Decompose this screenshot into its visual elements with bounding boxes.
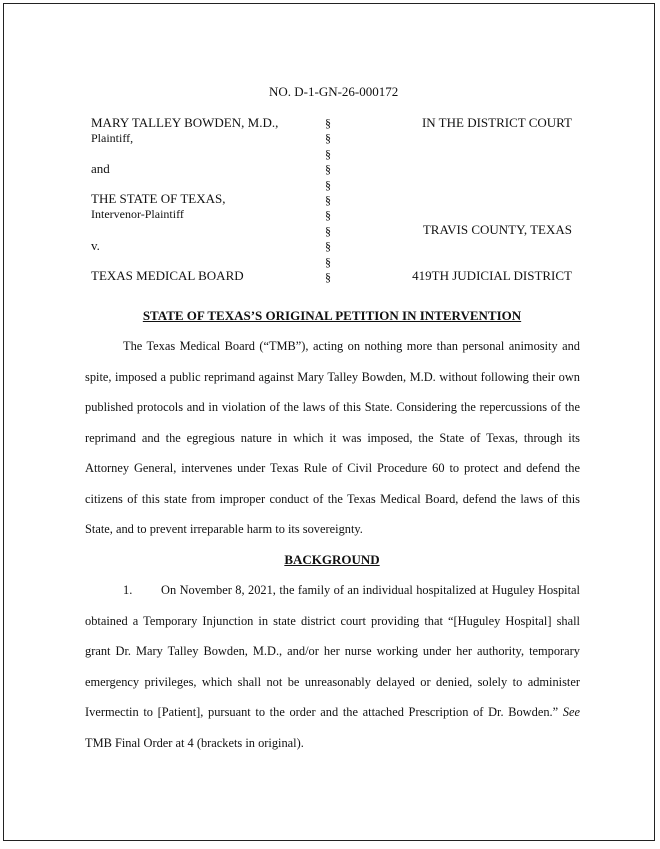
intervenor-role: Intervenor-Plaintiff	[91, 207, 184, 221]
section-symbol: §	[325, 162, 331, 177]
paragraph-1-text: On November 8, 2021, the family of an individual hospitalized at Huguley Hospital obtained a Temporary Injunction in state district court providing that “[Huguley Hospital] shall grant Dr. Mary Talley Bowden, M.D., and/or her nurse working under her authority, temporary emergency privileges, which shall not be unreasonably delayed or denied, solely to administer Ivermectin to [Patient], pursuant to the order and the attached Prescription of Dr. Bowden.”	[85, 583, 580, 719]
section-symbol: §	[325, 208, 331, 223]
document-page	[3, 3, 655, 841]
paragraph-1	[85, 575, 580, 758]
section-symbol: §	[325, 239, 331, 254]
versus-label: v.	[91, 238, 100, 253]
document-title: STATE OF TEXAS’S ORIGINAL PETITION IN INTERVENTION	[142, 308, 522, 323]
section-symbol: §	[325, 146, 331, 161]
defendant-name: TEXAS MEDICAL BOARD	[91, 268, 244, 283]
section-symbol: §	[325, 177, 331, 192]
intervenor-name: THE STATE OF TEXAS,	[91, 191, 226, 206]
paragraph-1-citation: TMB Final Order at 4 (brackets in original).	[85, 735, 304, 750]
section-symbol: §	[325, 254, 331, 269]
paragraph-number: 1.	[123, 583, 133, 597]
section-symbol: §	[325, 270, 331, 285]
section-symbol: §	[325, 223, 331, 238]
district-label: 419TH JUDICIAL DISTRICT	[412, 268, 572, 283]
section-symbols	[325, 116, 339, 285]
plaintiff-name: MARY TALLEY BOWDEN, M.D.,	[91, 115, 279, 130]
section-symbol: §	[325, 131, 331, 146]
and-label: and	[91, 161, 110, 176]
see-signal: See	[562, 705, 580, 719]
section-symbol: §	[325, 193, 331, 208]
plaintiff-role: Plaintiff,	[91, 131, 134, 145]
court-label: IN THE DISTRICT COURT	[421, 115, 572, 130]
background-heading: BACKGROUND	[284, 552, 380, 567]
section-symbol: §	[325, 116, 331, 130]
intro-paragraph: The Texas Medical Board (“TMB”), acting on nothing more than personal animosity and spite, imposed a public reprimand against Mary Talley Bowden, M.D. without following their own published protocols and in violation of the laws of this State. Considering the repercussions of the reprimand and the egregious nature in which it was imposed, the State of Texas, through its Attorney General, intervenes under Texas Rule of Civil Procedure 60 to protect and defend the citizens of this state from improper conduct of the Texas Medical Board, defend the laws of this State, and to prevent irreparable harm to its sovereignty.	[85, 339, 580, 536]
county-label: TRAVIS COUNTY, TEXAS	[422, 222, 572, 237]
case-number: NO. D-1-GN-26-000172	[269, 84, 399, 99]
